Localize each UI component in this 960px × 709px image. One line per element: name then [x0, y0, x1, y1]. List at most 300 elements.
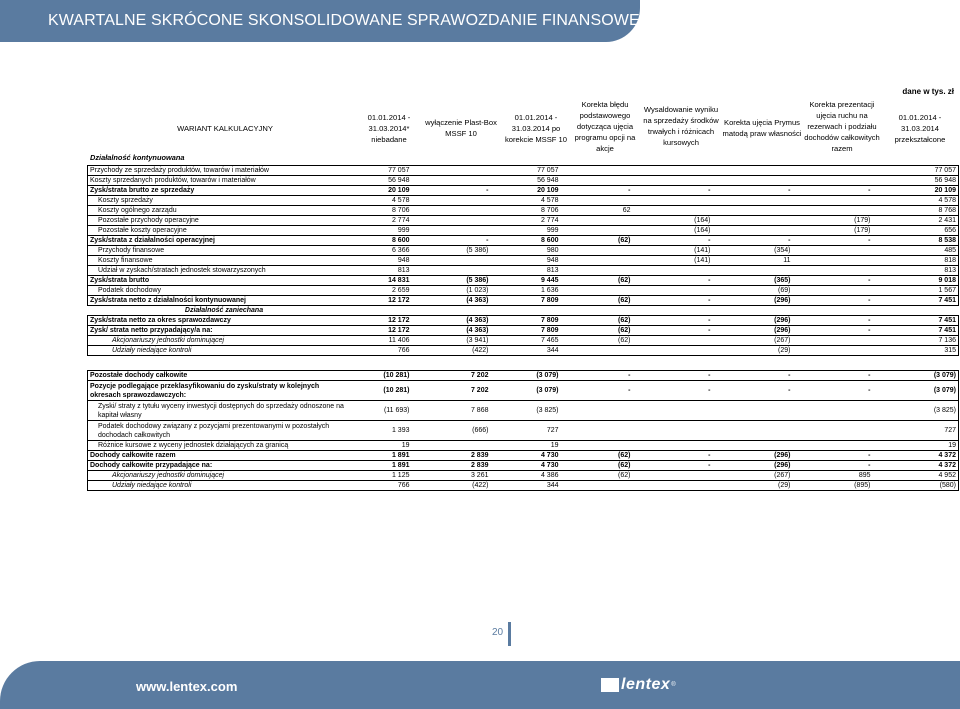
row-value	[561, 441, 633, 451]
col-header-variant: WARIANT KALKULACYJNY	[177, 123, 273, 133]
row-value: (11 693)	[354, 401, 412, 421]
row-value: (62)	[561, 471, 633, 481]
table-row	[88, 441, 959, 451]
col-header-c7: Korekta prezentacji ujęcia ruchu na rezerwach i podziału dochodów całkowitych razem	[804, 99, 880, 153]
col-header-c3: 01.01.2014 - 31.03.2014 po korekcie MSSF 10	[504, 112, 568, 144]
row-label: Dochody całkowite razem	[88, 451, 354, 461]
row-value: 19	[354, 441, 412, 451]
row-value: 999	[354, 226, 412, 236]
table-row	[88, 371, 959, 381]
row-value	[793, 401, 873, 421]
row-value: (62)	[561, 326, 633, 336]
row-value: 766	[354, 481, 412, 491]
table-row	[88, 166, 959, 176]
table-row	[88, 336, 959, 346]
row-label: Koszty ogólnego zarządu	[88, 206, 354, 216]
row-value: 56 948	[873, 176, 959, 186]
row-value: (296)	[713, 451, 793, 461]
row-value: (62)	[561, 461, 633, 471]
row-value: (3 825)	[873, 401, 959, 421]
row-value: 344	[491, 346, 561, 356]
row-value	[412, 166, 491, 176]
row-value: -	[633, 326, 713, 336]
row-value: 999	[491, 226, 561, 236]
row-value	[713, 176, 793, 186]
row-value: -	[713, 186, 793, 196]
table-row	[88, 286, 959, 296]
row-value	[633, 166, 713, 176]
row-value	[412, 196, 491, 206]
row-value: (164)	[633, 226, 713, 236]
row-value	[633, 206, 713, 216]
row-value	[793, 206, 873, 216]
row-value: 8 706	[491, 206, 561, 216]
row-value: 7 451	[873, 316, 959, 326]
row-value: 1 891	[354, 461, 412, 471]
row-value	[793, 346, 873, 356]
row-value	[633, 286, 713, 296]
row-label: Udziały niedające kontroli	[88, 481, 354, 491]
row-value: (4 363)	[412, 316, 491, 326]
row-value: 7 809	[491, 326, 561, 336]
row-value	[793, 441, 873, 451]
row-value: 12 172	[354, 326, 412, 336]
col-header-c8: 01.01.2014 - 31.03.2014 przekształcone	[894, 112, 946, 144]
row-value: 77 057	[873, 166, 959, 176]
col-header-c2: wyłączenie Plast-Box MSSF 10	[425, 118, 497, 138]
row-value: 3 261	[412, 471, 491, 481]
row-value: (3 941)	[412, 336, 491, 346]
row-value	[412, 226, 491, 236]
row-value: -	[793, 186, 873, 196]
section-continuing: Działalność kontynuowana	[90, 153, 185, 162]
row-value	[561, 346, 633, 356]
row-value: (267)	[713, 471, 793, 481]
row-value: 12 172	[354, 316, 412, 326]
row-value	[561, 401, 633, 421]
row-value: (179)	[793, 216, 873, 226]
row-label: Udziały niedające kontroli	[88, 346, 354, 356]
row-label: Zysk/strata z działalności operacyjnej	[88, 236, 354, 246]
row-value: -	[633, 316, 713, 326]
row-value	[793, 266, 873, 276]
table-row	[88, 421, 959, 441]
table-row	[88, 186, 959, 196]
lentex-logo	[601, 676, 676, 694]
row-value: 7 809	[491, 316, 561, 326]
row-value: 19	[491, 441, 561, 451]
row-value	[561, 256, 633, 266]
units-label: dane w tys. zł	[902, 87, 954, 96]
row-value: -	[793, 316, 873, 326]
row-value: (10 281)	[354, 371, 412, 381]
row-value	[412, 176, 491, 186]
financial-table	[87, 165, 959, 491]
row-value: (296)	[713, 296, 793, 306]
row-value: -	[561, 371, 633, 381]
row-label: Zysk/strata brutto	[88, 276, 354, 286]
row-value	[561, 266, 633, 276]
row-value	[713, 266, 793, 276]
row-value	[633, 401, 713, 421]
row-value: 11 406	[354, 336, 412, 346]
footer-url-link[interactable]: www.lentex.com	[136, 679, 238, 694]
table-row	[88, 246, 959, 256]
row-value: 77 057	[491, 166, 561, 176]
row-value: 7 202	[412, 371, 491, 381]
row-value: (666)	[412, 421, 491, 441]
row-value	[793, 421, 873, 441]
row-value: (296)	[713, 316, 793, 326]
row-value	[873, 356, 959, 371]
row-value: 12 172	[354, 296, 412, 306]
col-header-c4: Korekta błędu podstawowego dotycząca ujęcia programu opcji na akcje	[574, 99, 636, 153]
row-value: -	[713, 381, 793, 401]
row-value: 766	[354, 346, 412, 356]
row-label: Akcjonariuszy jednostki dominującej	[88, 471, 354, 481]
row-value	[793, 286, 873, 296]
row-value	[793, 246, 873, 256]
row-value: -	[793, 381, 873, 401]
row-value	[713, 166, 793, 176]
row-value: 4 578	[491, 196, 561, 206]
row-value: 1 891	[354, 451, 412, 461]
row-value: -	[633, 296, 713, 306]
row-value: -	[412, 186, 491, 196]
row-value	[633, 196, 713, 206]
row-value	[561, 196, 633, 206]
row-value: (62)	[561, 336, 633, 346]
row-label: Zysk/strata brutto ze sprzedaży	[88, 186, 354, 196]
row-label: Koszty sprzedanych produktów, towarów i materiałów	[88, 176, 354, 186]
row-value	[633, 356, 713, 371]
row-value: (895)	[793, 481, 873, 491]
row-value: 8 538	[873, 236, 959, 246]
row-value	[713, 401, 793, 421]
row-value: -	[713, 371, 793, 381]
row-value	[412, 441, 491, 451]
row-value: 9 445	[491, 276, 561, 286]
table-row	[88, 471, 959, 481]
table-row	[88, 206, 959, 216]
row-value: -	[633, 236, 713, 246]
row-value: 8 600	[491, 236, 561, 246]
row-label: Akcjonariuszy jednostki dominującej	[88, 336, 354, 346]
table-row	[88, 316, 959, 326]
row-value: -	[412, 236, 491, 246]
row-value	[713, 356, 793, 371]
row-value: 4 730	[491, 461, 561, 471]
row-value: (296)	[713, 326, 793, 336]
row-value: 8 706	[354, 206, 412, 216]
row-label: Pozostałe koszty operacyjne	[88, 226, 354, 236]
table-row	[88, 256, 959, 266]
row-value: 7 136	[873, 336, 959, 346]
row-value	[633, 266, 713, 276]
row-value: -	[633, 276, 713, 286]
row-value: (62)	[561, 296, 633, 306]
row-value: (267)	[713, 336, 793, 346]
row-label: Podatek dochodowy związany z pozycjami prezentowanymi w pozostałych dochodach całkowitych	[88, 421, 354, 441]
row-value: (62)	[561, 451, 633, 461]
row-value: (1 023)	[412, 286, 491, 296]
row-value	[412, 356, 491, 371]
row-value: 2 431	[873, 216, 959, 226]
row-value: (69)	[713, 286, 793, 296]
row-value	[713, 196, 793, 206]
row-value: -	[561, 381, 633, 401]
row-value: -	[633, 451, 713, 461]
table-row	[88, 346, 959, 356]
row-value	[713, 226, 793, 236]
row-value: 8 600	[354, 236, 412, 246]
row-value: (141)	[633, 246, 713, 256]
table-row	[88, 481, 959, 491]
col-header-c1: 01.01.2014 - 31.03.2014* niebadane	[367, 112, 411, 144]
row-value: (422)	[412, 346, 491, 356]
row-value: 56 948	[491, 176, 561, 186]
row-value: (3 825)	[491, 401, 561, 421]
row-value: 11	[713, 256, 793, 266]
row-value: (141)	[633, 256, 713, 266]
section-label: Działalność zaniechana	[88, 306, 959, 316]
row-value	[412, 216, 491, 226]
row-value	[633, 176, 713, 186]
row-label: Dochody całkowite przypadające na:	[88, 461, 354, 471]
table-row	[88, 401, 959, 421]
row-label: Koszty finansowe	[88, 256, 354, 266]
row-value: (580)	[873, 481, 959, 491]
row-value: 20 109	[491, 186, 561, 196]
row-value	[561, 176, 633, 186]
row-value: 8 768	[873, 206, 959, 216]
row-value: 818	[873, 256, 959, 266]
row-value: 1 393	[354, 421, 412, 441]
row-value: -	[633, 186, 713, 196]
row-value: 813	[491, 266, 561, 276]
page-number: 20	[492, 627, 504, 638]
row-label: Pozostałe przychody operacyjne	[88, 216, 354, 226]
row-value: -	[633, 381, 713, 401]
table-row	[88, 451, 959, 461]
row-value: 77 057	[354, 166, 412, 176]
row-value: 948	[354, 256, 412, 266]
row-value: -	[793, 296, 873, 306]
row-label: Przychody finansowe	[88, 246, 354, 256]
row-value: (365)	[713, 276, 793, 286]
row-value	[633, 346, 713, 356]
row-value: (422)	[412, 481, 491, 491]
row-value: (164)	[633, 216, 713, 226]
row-value	[491, 356, 561, 371]
row-value	[633, 481, 713, 491]
row-value	[633, 441, 713, 451]
row-value: 895	[793, 471, 873, 481]
row-value: 4 730	[491, 451, 561, 461]
row-value: 2 774	[354, 216, 412, 226]
row-value: (3 079)	[873, 381, 959, 401]
row-value: -	[793, 236, 873, 246]
row-value: (5 386)	[412, 276, 491, 286]
row-value: (62)	[561, 316, 633, 326]
table-row	[88, 306, 959, 316]
row-label: Pozostałe dochody całkowite	[88, 371, 354, 381]
row-value	[633, 471, 713, 481]
header-banner	[0, 0, 640, 42]
row-value: (179)	[793, 226, 873, 236]
row-value: (4 363)	[412, 296, 491, 306]
row-value: (3 079)	[873, 371, 959, 381]
table-row	[88, 176, 959, 186]
row-value: 727	[873, 421, 959, 441]
row-value: 20 109	[873, 186, 959, 196]
row-value: (354)	[713, 246, 793, 256]
table-row	[88, 236, 959, 246]
row-value: 4 578	[873, 196, 959, 206]
row-value	[713, 441, 793, 451]
row-value	[633, 336, 713, 346]
row-value	[713, 421, 793, 441]
row-value: 4 372	[873, 451, 959, 461]
row-value	[793, 256, 873, 266]
row-label: Zysk/ strata netto przypadający/a na:	[88, 326, 354, 336]
table-row	[88, 216, 959, 226]
row-value: (5 386)	[412, 246, 491, 256]
row-label: Koszty sprzedaży	[88, 196, 354, 206]
row-value: 4 372	[873, 461, 959, 471]
row-value: -	[793, 371, 873, 381]
row-value: 7 868	[412, 401, 491, 421]
row-value: 2 774	[491, 216, 561, 226]
row-value	[561, 216, 633, 226]
row-value: 7 809	[491, 296, 561, 306]
row-value	[561, 481, 633, 491]
row-value: 813	[873, 266, 959, 276]
row-value	[412, 266, 491, 276]
row-label: Podatek dochodowy	[88, 286, 354, 296]
table-row	[88, 276, 959, 286]
row-label: Różnice kursowe z wyceny jednostek działających za granicą	[88, 441, 354, 451]
row-value: 7 465	[491, 336, 561, 346]
row-value	[561, 286, 633, 296]
row-value	[713, 206, 793, 216]
row-value: (296)	[713, 461, 793, 471]
row-value: 7 451	[873, 326, 959, 336]
row-value: 4 578	[354, 196, 412, 206]
row-value: 2 839	[412, 461, 491, 471]
row-label: Zysk/strata netto z działalności kontynuowanej	[88, 296, 354, 306]
row-value: 1 636	[491, 286, 561, 296]
row-label: Udział w zyskach/stratach jednostek stowarzyszonych	[88, 266, 354, 276]
row-value: (62)	[561, 276, 633, 286]
row-value	[561, 246, 633, 256]
row-label: Zyski/ straty z tytułu wyceny inwestycji dostępnych do sprzedaży odnoszone na kapitał własny	[88, 401, 354, 421]
row-value	[793, 336, 873, 346]
table-row	[88, 381, 959, 401]
row-value: 980	[491, 246, 561, 256]
row-value: -	[793, 326, 873, 336]
registered-mark-icon: ®	[671, 682, 676, 688]
row-value: 6 366	[354, 246, 412, 256]
row-value: 344	[491, 481, 561, 491]
row-value: 7 451	[873, 296, 959, 306]
table-row	[88, 326, 959, 336]
table-row	[88, 296, 959, 306]
row-value: (3 079)	[491, 381, 561, 401]
row-value	[561, 356, 633, 371]
row-value: 727	[491, 421, 561, 441]
col-header-c5: Wysaldowanie wyniku na sprzedaży środków trwałych i różnicach kursowych	[643, 105, 719, 147]
row-value: (29)	[713, 481, 793, 491]
row-value	[561, 226, 633, 236]
row-value: (62)	[561, 236, 633, 246]
row-value: 4 386	[491, 471, 561, 481]
page-number-bar	[508, 622, 511, 646]
row-label	[88, 356, 354, 371]
row-label: Pozycje podlegające przeklasyfikowaniu do zysku/straty w kolejnych okresach sprawozdawczych:	[88, 381, 354, 401]
row-value: 20 109	[354, 186, 412, 196]
row-value: -	[793, 276, 873, 286]
row-value: -	[561, 186, 633, 196]
table-row	[88, 196, 959, 206]
col-header-c6: Korekta ujęcia Prymus matodą praw własności	[722, 118, 802, 138]
row-value	[793, 166, 873, 176]
row-value: 7 202	[412, 381, 491, 401]
footer-band	[0, 661, 960, 709]
row-value: 1 567	[873, 286, 959, 296]
row-label: Przychody ze sprzedaży produktów, towarów i materiałów	[88, 166, 354, 176]
row-value: 813	[354, 266, 412, 276]
row-value	[412, 256, 491, 266]
row-value	[354, 356, 412, 371]
row-value: 62	[561, 206, 633, 216]
row-value: 14 831	[354, 276, 412, 286]
row-value: 19	[873, 441, 959, 451]
row-value	[633, 421, 713, 441]
row-value	[793, 356, 873, 371]
row-value: -	[633, 461, 713, 471]
row-value: (29)	[713, 346, 793, 356]
row-value: -	[713, 236, 793, 246]
row-value: 315	[873, 346, 959, 356]
row-value	[412, 206, 491, 216]
row-value	[713, 216, 793, 226]
row-value	[793, 176, 873, 186]
row-value: 56 948	[354, 176, 412, 186]
row-value: (4 363)	[412, 326, 491, 336]
row-value: 4 952	[873, 471, 959, 481]
row-value: -	[633, 371, 713, 381]
table-row	[88, 461, 959, 471]
table-row	[88, 226, 959, 236]
logo-mark-icon	[601, 678, 619, 692]
row-value	[561, 166, 633, 176]
row-value: 2 659	[354, 286, 412, 296]
row-value: 1 125	[354, 471, 412, 481]
row-value: 9 018	[873, 276, 959, 286]
row-value: 656	[873, 226, 959, 236]
table-row	[88, 356, 959, 371]
table-row	[88, 266, 959, 276]
logo-text: lentex	[621, 676, 671, 693]
row-value: 485	[873, 246, 959, 256]
row-value	[561, 421, 633, 441]
row-value: 948	[491, 256, 561, 266]
row-value: 2 839	[412, 451, 491, 461]
report-title: KWARTALNE SKRÓCONE SKONSOLIDOWANE SPRAWOZDANIE FINANSOWE	[48, 12, 640, 29]
row-value: (10 281)	[354, 381, 412, 401]
row-value: -	[793, 461, 873, 471]
